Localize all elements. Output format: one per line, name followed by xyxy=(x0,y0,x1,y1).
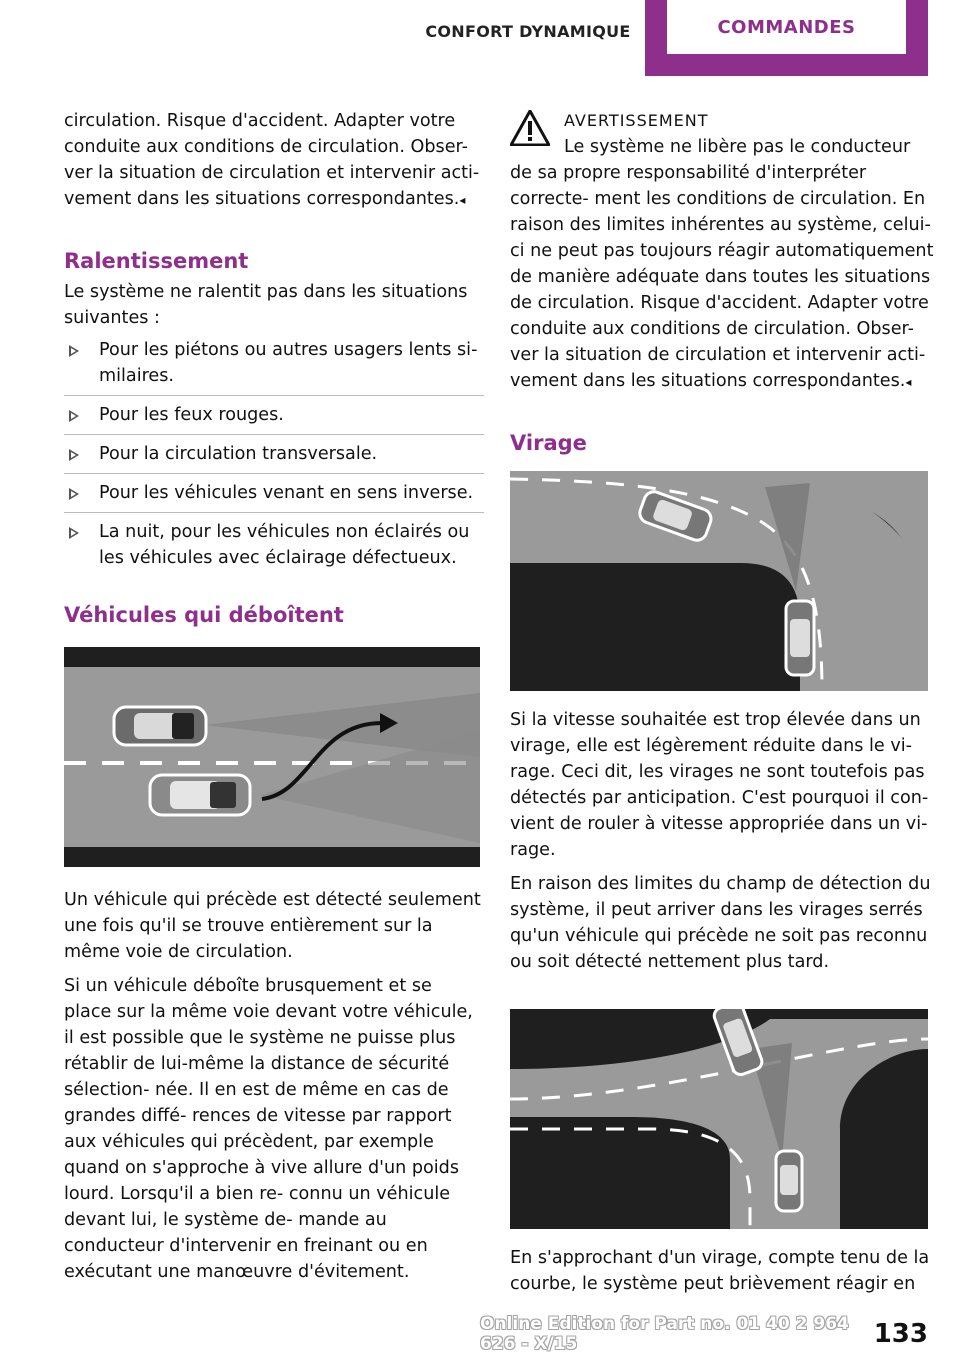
list-item: Pour les feux rouges. xyxy=(64,402,484,428)
heading-deboitent: Véhicules qui déboîtent xyxy=(64,603,344,627)
figure-virage-1 xyxy=(510,471,928,691)
page-number: 133 xyxy=(873,1319,928,1349)
end-mark-icon: ◂ xyxy=(459,193,466,207)
edition-text: Online Edition for Part no. 01 40 2 964 626 - X/15 xyxy=(480,1314,849,1354)
car-front xyxy=(114,707,206,745)
end-mark-icon: ◂ xyxy=(905,375,912,389)
heading-ralentissement: Ralentissement xyxy=(64,249,249,273)
chapter-title: COMMANDES xyxy=(667,0,906,54)
virage-p1: Si la vitesse souhaitée est trop élevée dans un virage, elle est légèrement réduite dans le vi- rage. Ceci dit, les virages ne sont toutefois pas détectés par anticipation. C'est pourquoi il con- vient de rouler à vitesse appropriée dans un vi- rage. xyxy=(510,710,929,860)
car-own xyxy=(150,775,250,815)
list-item: Pour la circulation transversale. xyxy=(64,441,484,467)
warning-block xyxy=(510,108,934,395)
intro-paragraph: circulation. Risque d'accident. Adapter votre conduite aux conditions de circulation. Obser- ver la situation de circulation et intervenir acti- vement dans les situations correspondantes.◂ xyxy=(64,111,480,209)
figure-virage-2 xyxy=(510,1009,928,1229)
list-item: Pour les véhicules venant en sens inverse. xyxy=(64,480,484,506)
figure-deboitent xyxy=(64,647,480,867)
warning-icon xyxy=(510,110,550,146)
warning-body: Le système ne libère pas le conducteur de sa propre responsabilité d'interpréter correcte- ment les conditions de circulation. En raison des limites inhérentes au système, celui-ci ne peut pas toujours réagir automatiquement de manière adéquate dans toutes les situations de circulation. Risque d'accident. Adapter votre conduite aux conditions de circulation. Obser- ver la situation de circulation et intervenir acti- vement dans les situations correspondantes.◂ xyxy=(510,137,934,391)
list-item: Pour les piétons ou autres usagers lents si- milaires. xyxy=(64,337,484,389)
heading-virage: Virage xyxy=(510,431,587,455)
deboitent-p1: Un véhicule qui précède est détecté seulement une fois qu'il se trouve entièrement sur la même voie de circulation. xyxy=(64,890,481,962)
warning-title: AVERTISSEMENT xyxy=(564,111,709,130)
virage-p3: En s'approchant d'un virage, compte tenu de la courbe, le système peut brièvement réagir en xyxy=(510,1248,930,1294)
triangle-bullet-icon xyxy=(69,449,79,461)
footer xyxy=(480,1316,928,1352)
triangle-bullet-icon xyxy=(69,527,79,539)
ralentissement-list xyxy=(64,337,484,571)
chapter-tab[interactable] xyxy=(645,0,928,76)
deboitent-p2: Si un véhicule déboîte brusquement et se place sur la même voie devant votre véhicule, il est possible que le système ne puisse plus rétablir de lui-même la distance de sécurité sélection- née. Il en est de même en cas de grandes diffé- rences de vitesse par rapport aux véhicules qui précèdent, par exemple quand on s'approche à vive allure d'un poids lourd. Lorsqu'il a bien re- connu un véhicule devant lui, le système de- mande au conducteur d'intervenir en freinant ou en exécutant une manœuvre d'évitement. xyxy=(64,976,473,1282)
virage-p2: En raison des limites du champ de détection du système, il peut arriver dans les virages serrés qu'un véhicule qui précède ne soit pas reconnu ou soit détecté nettement plus tard. xyxy=(510,874,931,972)
ralentissement-intro: Le système ne ralentit pas dans les situations suivantes : xyxy=(64,282,468,328)
right-column xyxy=(510,108,934,1305)
triangle-bullet-icon xyxy=(69,410,79,422)
list-item: La nuit, pour les véhicules non éclairés ou les véhicules avec éclairage défectueux. xyxy=(64,519,484,571)
triangle-bullet-icon xyxy=(69,488,79,500)
triangle-bullet-icon xyxy=(69,345,79,357)
left-column xyxy=(64,108,484,1293)
section-title: CONFORT DYNAMIQUE xyxy=(425,21,631,41)
